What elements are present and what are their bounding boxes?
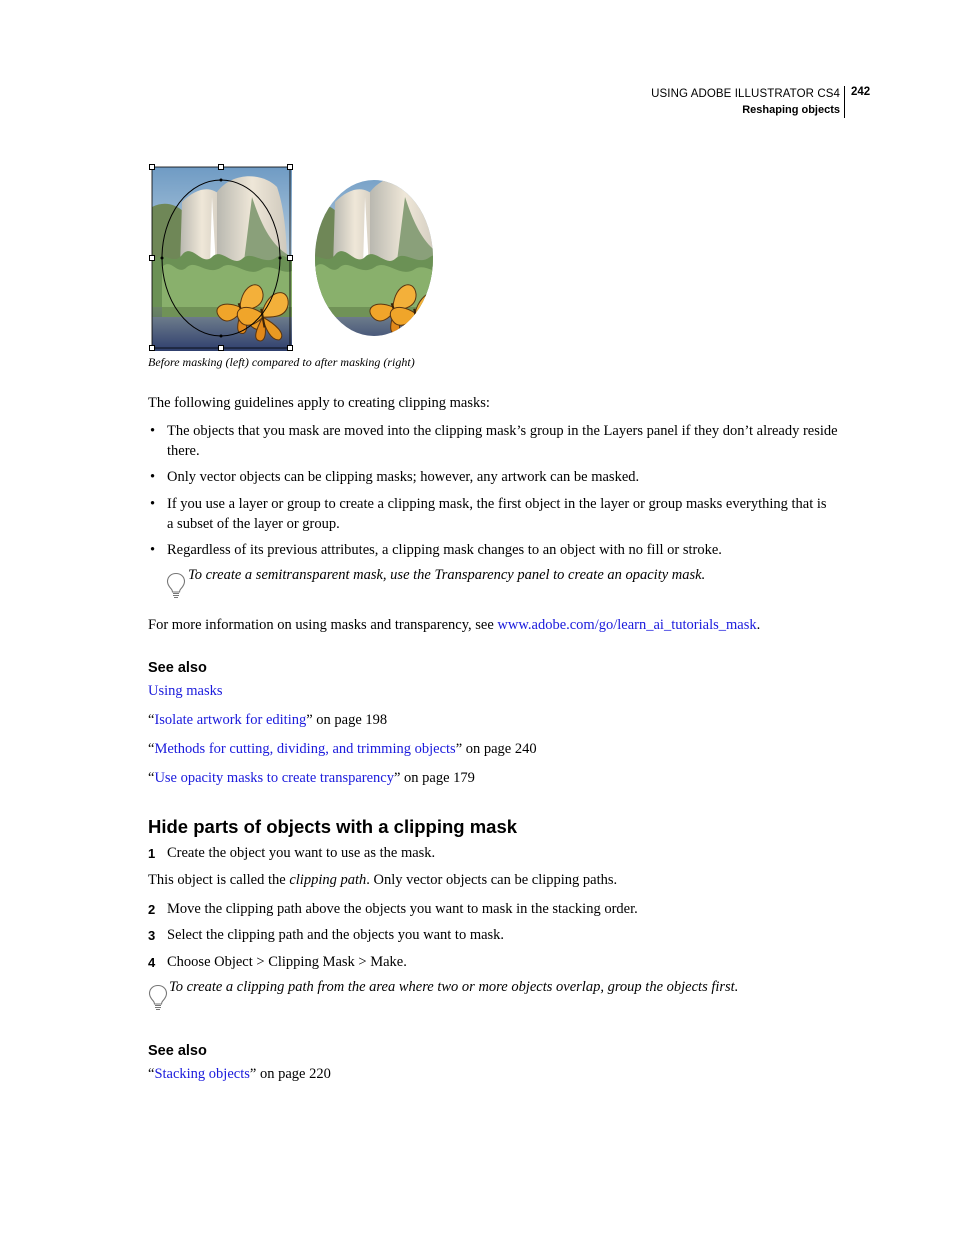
section-heading: Hide parts of objects with a clipping mask <box>148 816 518 837</box>
more-info-paragraph <box>148 616 760 636</box>
see-also-heading: See also <box>148 660 207 676</box>
note-term: clipping path <box>289 872 367 888</box>
step-number: 1 <box>148 846 156 861</box>
list-item-text: Regardless of its previous attributes, a clipping mask changes to an object with no fill or stroke. <box>167 542 722 558</box>
page-ref: ” on page 198 <box>306 712 388 728</box>
lightbulb-icon <box>166 572 186 600</box>
list-item-text: The objects that you mask are moved into the clipping mask’s group in the Layers panel if they don’t already reside <box>167 423 838 439</box>
after-masking-artwork <box>305 167 448 351</box>
see-also-item <box>148 769 475 789</box>
before-masking-artwork <box>152 167 295 351</box>
bullet-marker: • <box>150 496 156 512</box>
note-text: This object is called the <box>148 872 290 888</box>
step-text: Create the object you want to use as the mask. <box>167 845 436 861</box>
step-text: Move the clipping path above the objects you want to mask in the stacking order. <box>167 901 638 917</box>
quote-open: “ <box>148 770 155 786</box>
see-also-item <box>148 1065 331 1085</box>
list-item-text: a subset of the layer or group. <box>167 515 340 532</box>
more-info-suffix: . <box>756 617 761 633</box>
running-header-subtitle: Reshaping objects <box>742 104 840 116</box>
page-ref: ” on page 240 <box>455 741 537 757</box>
figure-caption: Before masking (left) compared to after masking (right) <box>148 355 415 369</box>
step-number: 2 <box>148 902 156 917</box>
step-text: Select the clipping path and the objects you want to mask. <box>167 927 505 943</box>
link-methods-cutting[interactable]: Methods for cutting, dividing, and trimming objects <box>154 741 456 757</box>
see-also-heading: See also <box>148 1043 207 1059</box>
figure-masking-comparison <box>148 163 448 353</box>
link-isolate-artwork[interactable]: Isolate artwork for editing <box>154 712 307 728</box>
note-text: . Only vector objects can be clipping paths. <box>366 872 618 888</box>
tip-text: To create a semitransparent mask, use the Transparency panel to create an opacity mask. <box>188 567 706 583</box>
page-ref: ” on page 179 <box>394 770 475 786</box>
masking-illustration <box>148 163 448 353</box>
quote-open: “ <box>148 1066 155 1082</box>
step-number: 4 <box>148 955 156 970</box>
list-item <box>148 541 848 568</box>
quote-open: “ <box>148 712 155 728</box>
link-using-masks[interactable]: Using masks <box>148 683 223 699</box>
guidelines-list <box>148 422 848 568</box>
link-opacity-masks[interactable]: Use opacity masks to create transparency <box>154 770 394 786</box>
list-item <box>148 468 848 495</box>
list-item <box>148 495 848 541</box>
tip-text: To create a clipping path from the area where two or more objects overlap, group the objects first. <box>169 979 739 995</box>
bullet-marker: • <box>150 423 156 439</box>
bullet-marker: • <box>150 469 156 485</box>
lightbulb-icon <box>148 984 168 1012</box>
see-also-item <box>148 682 223 702</box>
list-item <box>148 422 848 468</box>
step-number: 3 <box>148 928 156 943</box>
list-item-text: If you use a layer or group to create a clipping mask, the first object in the layer or group masks everything that is <box>167 496 827 512</box>
step-text: Choose Object > Clipping Mask > Make. <box>167 954 407 970</box>
list-item-text: Only vector objects can be clipping masks; however, any artwork can be masked. <box>167 469 640 485</box>
page-ref: ” on page 220 <box>249 1066 331 1082</box>
tutorial-link[interactable]: www.adobe.com/go/learn_ai_tutorials_mask <box>497 617 757 633</box>
see-also-item <box>148 740 537 760</box>
link-stacking-objects[interactable]: Stacking objects <box>154 1066 250 1082</box>
running-header-title: USING ADOBE ILLUSTRATOR CS4 <box>651 88 840 100</box>
more-info-text: For more information on using masks and transparency, see <box>148 617 498 633</box>
page-number: 242 <box>851 86 871 98</box>
list-item-text: there. <box>167 442 200 459</box>
see-also-item <box>148 711 387 731</box>
quote-open: “ <box>148 741 155 757</box>
intro-paragraph: The following guidelines apply to creating clipping masks: <box>148 395 490 411</box>
header-divider <box>844 86 845 118</box>
clipping-path-note <box>148 871 617 891</box>
bullet-marker: • <box>150 542 156 558</box>
